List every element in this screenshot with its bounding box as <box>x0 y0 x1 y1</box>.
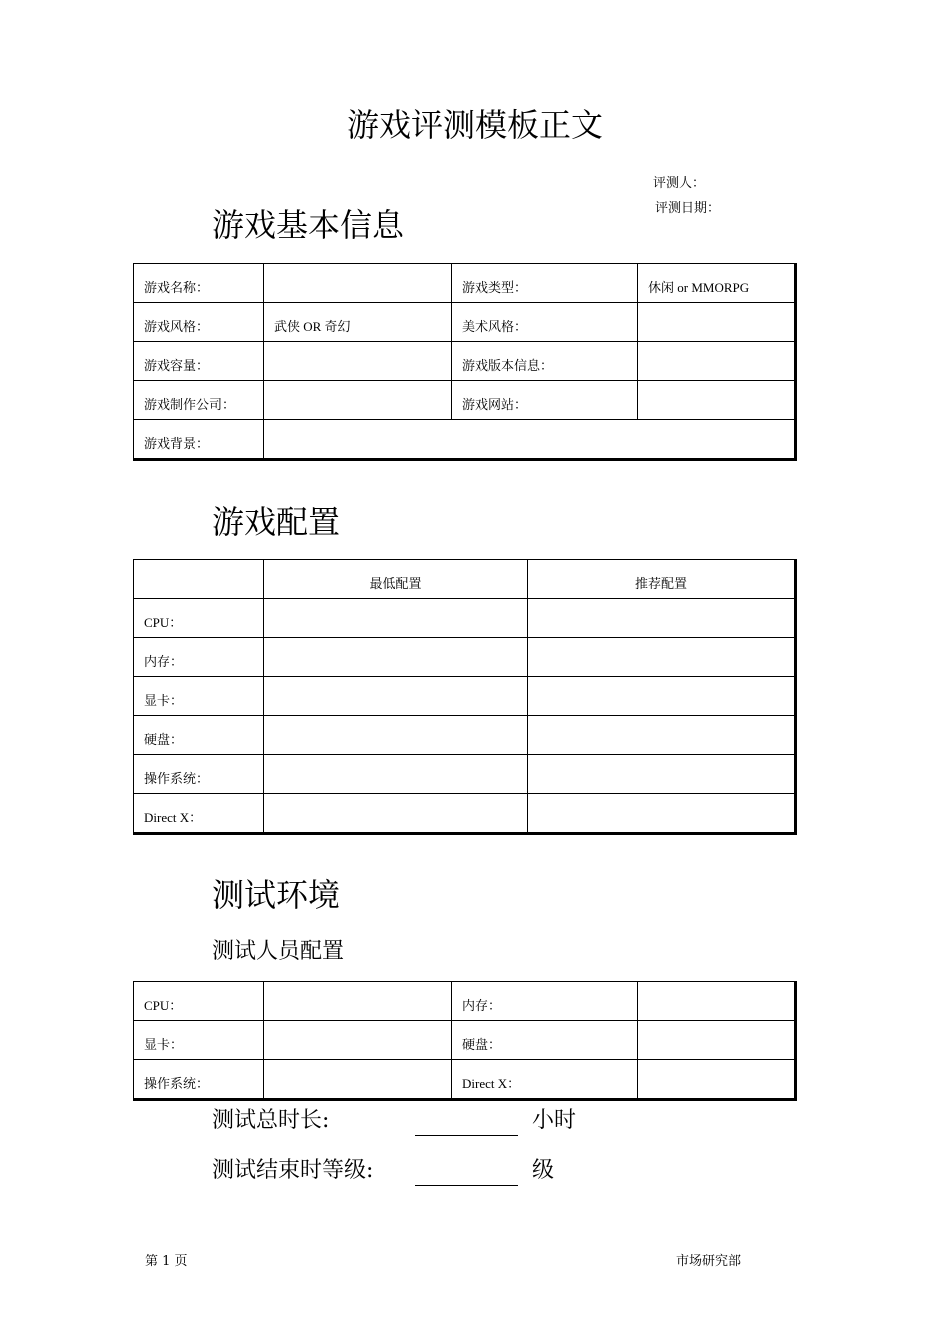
tester-os-value[interactable] <box>264 1060 452 1100</box>
min-disk-value[interactable] <box>264 716 528 755</box>
table-row <box>134 677 796 716</box>
background-label: 游戏背景： <box>134 420 264 460</box>
department-name: 市场研究部 <box>676 1254 742 1269</box>
rec-directx-value[interactable] <box>528 794 796 834</box>
os-label: 操作系统： <box>134 755 264 794</box>
art-style-value[interactable] <box>638 303 796 342</box>
rec-os-value[interactable] <box>528 755 796 794</box>
tester-directx-value[interactable] <box>638 1060 796 1100</box>
tester-config-subheading: 测试人员配置 <box>212 939 345 964</box>
game-size-label: 游戏容量： <box>134 342 264 381</box>
min-directx-value[interactable] <box>264 794 528 834</box>
website-label: 游戏网站： <box>452 381 638 420</box>
game-style-value[interactable]: 武侠 OR 奇幻 <box>264 303 452 342</box>
test-duration-label: 测试总时长: <box>212 1108 330 1133</box>
tester-config-table <box>133 981 797 1101</box>
table-row <box>134 599 796 638</box>
directx-label: Direct X： <box>134 794 264 834</box>
page-number: 第 1 页 <box>145 1254 188 1269</box>
game-version-value[interactable] <box>638 342 796 381</box>
config-heading: 游戏配置 <box>212 503 341 541</box>
min-cpu-value[interactable] <box>264 599 528 638</box>
developer-value[interactable] <box>264 381 452 420</box>
config-corner-cell <box>134 560 264 599</box>
test-duration-blank[interactable] <box>415 1135 518 1136</box>
tester-disk-value[interactable] <box>638 1021 796 1060</box>
rec-config-header: 推荐配置 <box>528 560 796 599</box>
tester-cpu-value[interactable] <box>264 982 452 1021</box>
end-level-blank[interactable] <box>415 1185 518 1186</box>
basic-info-heading: 游戏基本信息 <box>212 206 405 244</box>
game-style-label: 游戏风格： <box>134 303 264 342</box>
game-name-value[interactable] <box>264 264 452 303</box>
art-style-label: 美术风格： <box>452 303 638 342</box>
table-row <box>134 755 796 794</box>
basic-info-table <box>133 263 797 461</box>
game-name-label: 游戏名称： <box>134 264 264 303</box>
game-type-value[interactable]: 休闲 or MMORPG <box>638 264 796 303</box>
end-level-label: 测试结束时等级: <box>212 1158 374 1183</box>
table-row <box>134 264 796 303</box>
tester-disk-label: 硬盘： <box>452 1021 638 1060</box>
rec-cpu-value[interactable] <box>528 599 796 638</box>
table-row <box>134 1060 796 1100</box>
tester-cpu-label: CPU： <box>134 982 264 1021</box>
background-value[interactable] <box>264 420 796 460</box>
rec-disk-value[interactable] <box>528 716 796 755</box>
table-row <box>134 638 796 677</box>
test-env-heading: 测试环境 <box>212 876 341 914</box>
config-table <box>133 559 797 835</box>
min-os-value[interactable] <box>264 755 528 794</box>
tester-memory-label: 内存： <box>452 982 638 1021</box>
document-title: 游戏评测模板正文 <box>346 106 603 144</box>
developer-label: 游戏制作公司： <box>134 381 264 420</box>
table-row <box>134 1021 796 1060</box>
min-memory-value[interactable] <box>264 638 528 677</box>
tester-directx-label: Direct X： <box>452 1060 638 1100</box>
table-row <box>134 342 796 381</box>
table-row <box>134 560 796 599</box>
reviewer-label: 评测人： <box>653 176 706 191</box>
rec-gpu-value[interactable] <box>528 677 796 716</box>
tester-memory-value[interactable] <box>638 982 796 1021</box>
game-version-label: 游戏版本信息： <box>452 342 638 381</box>
table-row <box>134 303 796 342</box>
review-date-label: 评测日期： <box>655 201 721 216</box>
min-gpu-value[interactable] <box>264 677 528 716</box>
tester-gpu-label: 显卡： <box>134 1021 264 1060</box>
table-row <box>134 381 796 420</box>
rec-memory-value[interactable] <box>528 638 796 677</box>
website-value[interactable] <box>638 381 796 420</box>
table-row <box>134 716 796 755</box>
table-row <box>134 982 796 1021</box>
min-config-header: 最低配置 <box>264 560 528 599</box>
cpu-label: CPU： <box>134 599 264 638</box>
tester-gpu-value[interactable] <box>264 1021 452 1060</box>
memory-label: 内存： <box>134 638 264 677</box>
tester-os-label: 操作系统： <box>134 1060 264 1100</box>
game-type-label: 游戏类型： <box>452 264 638 303</box>
table-row <box>134 420 796 460</box>
table-row <box>134 794 796 834</box>
disk-label: 硬盘： <box>134 716 264 755</box>
end-level-unit: 级 <box>532 1158 555 1183</box>
test-duration-unit: 小时 <box>532 1108 577 1133</box>
game-size-value[interactable] <box>264 342 452 381</box>
gpu-label: 显卡： <box>134 677 264 716</box>
